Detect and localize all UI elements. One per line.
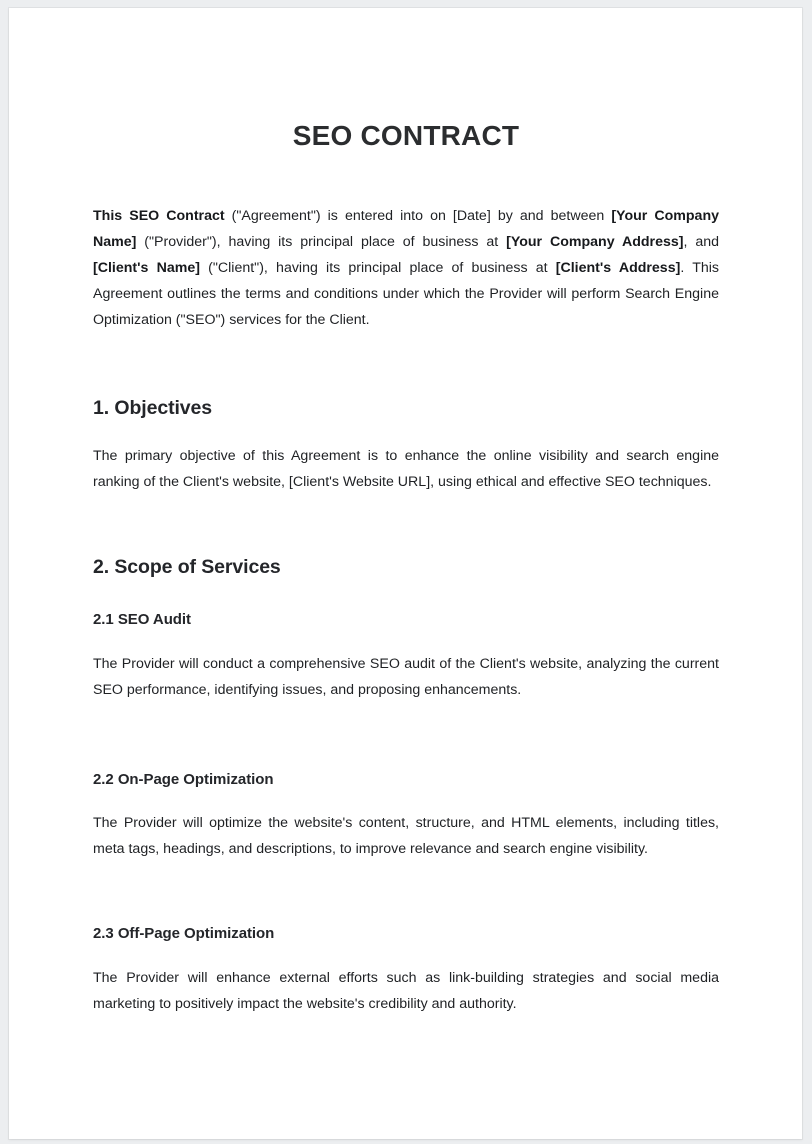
intro-plain-text: ("Provider"), having its principal place of business at: [136, 233, 507, 250]
intro-emphasis-text: [Your Company Address]: [506, 233, 684, 250]
subsection-paragraph-on-page-optimization: The Provider will optimize the website's content, structure, and HTML elements, including titles, meta tags, headings, and descriptions, to improve relevance and search engine visibility.: [93, 815, 719, 858]
intro-emphasis-text: [Your Company Name]: [93, 207, 720, 250]
document-content: [93, 8, 719, 1017]
intro-plain-text: , and: [683, 233, 719, 250]
intro-emphasis-text: This SEO Contract: [93, 207, 225, 224]
subsection-paragraph-seo-audit: The Provider will conduct a comprehensive SEO audit of the Client's website, analyzing the current SEO performance, identifying issues, and proposing enhancements.: [93, 655, 719, 698]
section-paragraph-objectives: The primary objective of this Agreement is to enhance the online visibility and search engine ranking of the Client's website, [Client's Website URL], using ethical and effective SEO techniques.: [93, 447, 719, 490]
subsection-heading-seo-audit: 2.1 SEO Audit: [93, 611, 191, 629]
subsection-heading-on-page-optimization: 2.2 On-Page Optimization: [93, 770, 274, 788]
subsection-heading-off-page-optimization: 2.3 Off-Page Optimization: [93, 925, 275, 943]
intro-plain-text: ("Agreement") is entered into on [Date] by and between: [224, 207, 612, 224]
intro-emphasis-text: [Client's Name]: [93, 259, 200, 276]
intro-paragraph: [93, 153, 719, 333]
subsection-paragraph-off-page-optimization: The Provider will enhance external efforts such as link-building strategies and social media marketing to positively impact the website's credibility and authority.: [93, 969, 719, 1012]
page-title: SEO CONTRACT: [292, 120, 520, 151]
section-heading-objectives: 1. Objectives: [93, 396, 213, 419]
document-page: [9, 8, 802, 1139]
intro-plain-text: ("Client"), having its principal place of business at: [199, 259, 556, 276]
intro-plain-text: . This Agreement outlines the terms and conditions under which the Provider will perform Search Engine Optimization ("SEO") services for the Client.: [93, 259, 719, 328]
intro-emphasis-text: [Client's Address]: [555, 259, 681, 276]
section-heading-scope-of-services: 2. Scope of Services: [93, 555, 281, 578]
